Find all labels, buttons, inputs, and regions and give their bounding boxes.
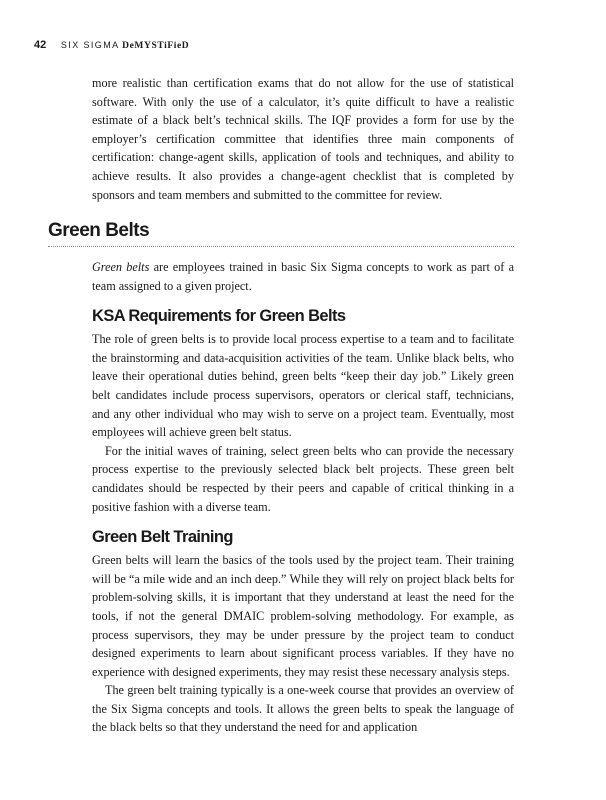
dotted-rule [48, 246, 514, 247]
green-belt-definition [92, 258, 514, 295]
running-head [34, 38, 189, 52]
section-heading-green-belts: Green Belts [48, 220, 150, 241]
book-title: SIX SIGMA [60, 40, 120, 50]
page-number: 42 [34, 39, 47, 51]
intro-block [92, 74, 514, 204]
intro-paragraph: more realistic than certification exams that do not allow for the use of statistical software. With only the use of a calculator, it’s quite difficult to have a realistic estimate of a black belt’s technical skills. The IQF provides a form for use by the employer’s certification committee that identifies three main components of certification: change-agent skills, application of tools and techniques, and ability to achieve results. It also provides a change-agent checklist that is completed by sponsors and team members and submitted to the committee for review. [92, 76, 514, 202]
training-paragraph-1: Green belts will learn the basics of the tools used by the project team. Their training will be “a mile wide and an inch deep.” While they will rely on project black belts for problem-solving skills, it is important that they understand at least the need for the tools, if not the general DMAIC problem-solving methodology. For example, as process supervisors, they may be under pressure by the project team to conduct designed experiments to learn about significant process variables. If they have no experience with designed experiments, they may resist these necessary analysis steps. [92, 553, 514, 679]
ksa-paragraph-2: For the initial waves of training, select green belts who can provide the necessary process expertise to the previously selected black belt projects. These green belt candidates should be respected by their peers and capable of critical thinking in a positive fashion with a diverse team. [92, 443, 514, 514]
ksa-paragraph-1: The role of green belts is to provide local process expertise to a team and to facilitate the brainstorming and data-acquisition activities of the team. Unlike black belts, who leave their operational duties behind, green belts “keep their day job.” Likely green belt candidates include process supervisors, operators or clerical staff, technicians, and any other individual who may wish to serve on a project team. Eventually, most employees will achieve green belt status. [92, 332, 514, 440]
subheading-ksa: KSA Requirements for Green Belts [92, 307, 346, 326]
section-heading-green-belts-wrap [48, 219, 514, 247]
book-title-suffix: DeMYSTiFieD [122, 41, 190, 51]
definition-term: Green belts [92, 260, 150, 274]
training-paragraph-2: The green belt training typically is a one-week course that provides an overview of the Six Sigma concepts and tools. It allows the green belts to speak the language of the black belts so that they understand the need for and application [92, 683, 514, 735]
green-belts-section [92, 258, 514, 737]
definition-text: are employees trained in basic Six Sigma concepts to work as part of a team assigned to a given project. [92, 260, 514, 293]
subheading-training: Green Belt Training [92, 528, 233, 547]
